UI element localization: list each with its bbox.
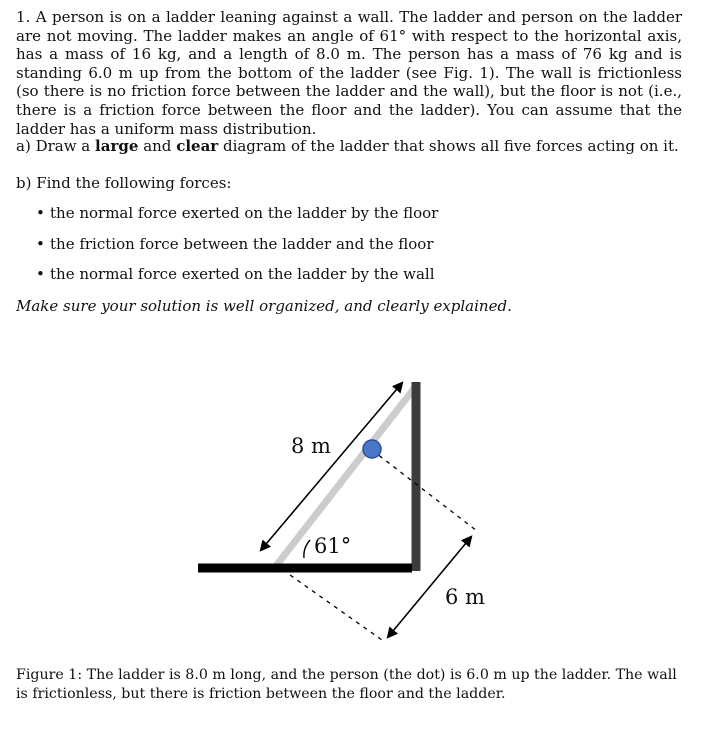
problem-number: 1. <box>16 8 31 26</box>
instruction-note: Make sure your solution is well organized, and clearly explained. <box>16 297 512 315</box>
ladder-length-label: 8 m <box>291 434 331 458</box>
bullet-icon: • <box>36 265 45 283</box>
part-a-mid: and <box>143 137 172 155</box>
bullet-icon: • <box>36 235 45 253</box>
bullet-icon: • <box>36 204 45 222</box>
list-item-text: the normal force exerted on the ladder by the wall <box>50 265 435 283</box>
figure-caption: Figure 1: The ladder is 8.0 m long, and the person (the dot) is 6.0 m up the ladder. The wall is frictionless, but there is friction between the floor and the ladder. <box>16 667 677 702</box>
problem-text: A person is on a ladder leaning against a wall. The ladder and person on the ladder are not moving. The ladder makes an angle of 61° with respect to the horizontal axis, has a mass of 16 kg, and a length of 8.0 m. The person has a mass of 76 kg and is standing 6.0 m up from the bottom of the ladder (see Fig. 1). The wall is frictionless (so there is no friction force between the ladder and the wall), but the floor is not (i.e., there is a friction force between the floor and the ladder). You can assume that the ladder has a uniform mass distribution. <box>16 8 682 138</box>
list-item-text: the friction force between the ladder and the floor <box>50 235 434 253</box>
dashed-guide-person <box>372 450 477 531</box>
person-dot <box>363 440 381 458</box>
angle-label: 61° <box>314 534 352 558</box>
person-distance-label: 6 m <box>445 585 485 609</box>
angle-arc <box>304 540 310 558</box>
part-a-bold-clear: clear <box>176 137 219 155</box>
part-a-suffix: diagram of the ladder that shows all five forces acting on it. <box>222 137 679 155</box>
part-a-bold-large: large <box>95 137 139 155</box>
dashed-guide-base <box>290 575 382 640</box>
ladder-length-arrow <box>261 383 402 550</box>
part-a-prefix: a) Draw a <box>16 137 91 155</box>
list-item-text: the normal force exerted on the ladder by the floor <box>50 204 439 222</box>
part-b-intro: b) Find the following forces: <box>16 174 232 192</box>
